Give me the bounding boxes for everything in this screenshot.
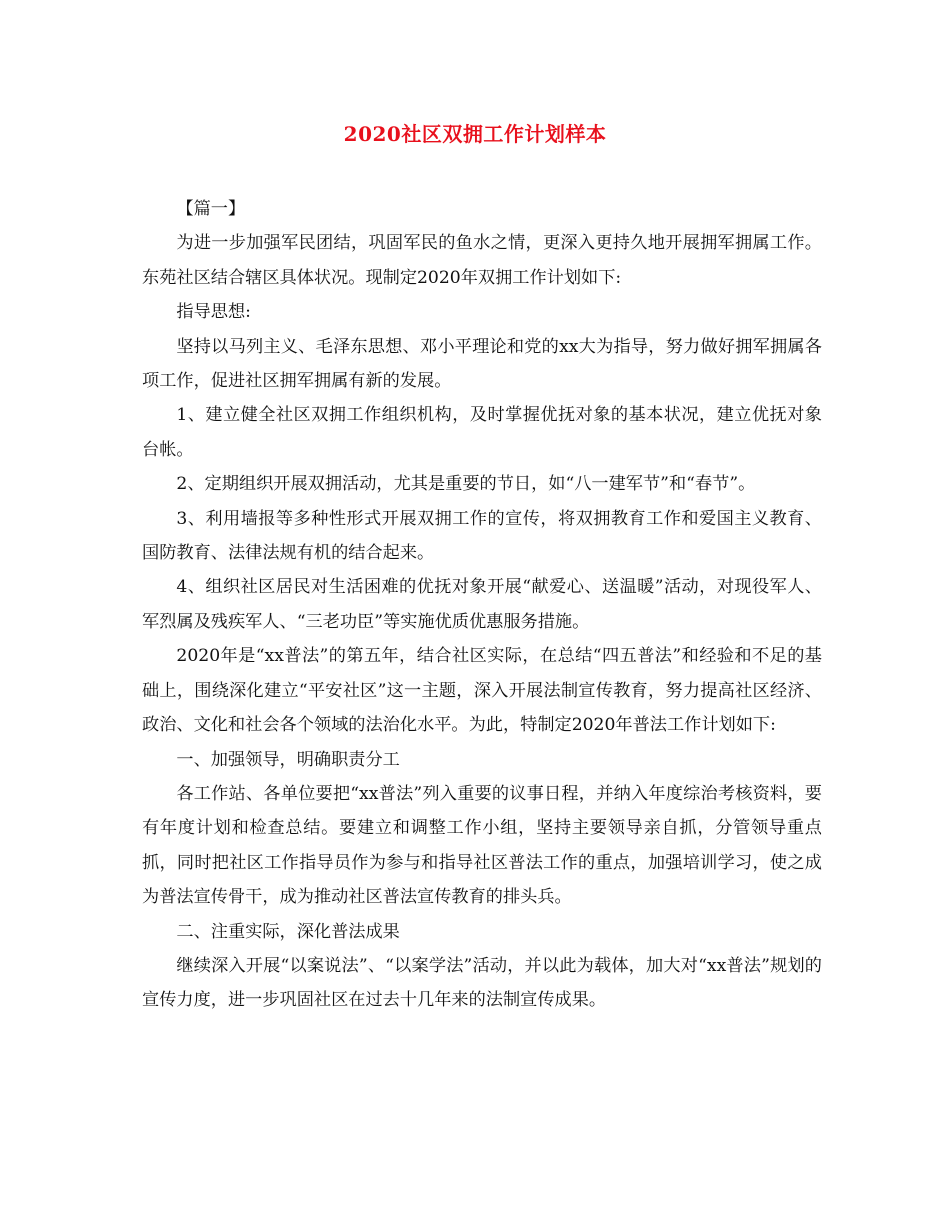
paragraph: 指导思想: [176,302,251,323]
paragraph: 4、组织社区居民对生活困难的优抚对象开展“献爱心、送温暖”活动，对现役军人、军烈属及残疾军人、“三老功臣”等实施优质优惠服务措施。 [142,577,822,632]
paragraph: 继续深入开展“以案说法”、“以案学法”活动，并以此为载体，加大对“xx普法”规划的宣传力度，进一步巩固社区在过去十几年来的法制宣传成果。 [142,955,822,1011]
paragraph: 3、利用墙报等多种性形式开展双拥工作的宣传，将双拥教育工作和爱国主义教育、国防教育、法律法规有机的结合起来。 [142,508,822,564]
paragraph: 2020年是“xx普法”的第五年，结合社区实际，在总结“四五普法”和经验和不足的基础上，围绕深化建立“平安社区”这一主题，深入开展法制宣传教育，努力提高社区经济、政治、文化和社会各个领域的法治化水平。为此，特制定2020年普法工作计划如下: [142,646,822,736]
paragraph: 【篇一】 [176,199,246,219]
document-body [142,192,822,1018]
document-title: 2020社区双拥工作计划样本 [343,122,607,146]
paragraph: 为进一步加强军民团结，巩固军民的鱼水之情，更深入更持久地开展拥军拥属工作。东苑社区结合辖区具体状况。现制定2020年双拥工作计划如下: [142,233,822,288]
paragraph: 坚持以马列主义、毛泽东思想、邓小平理论和党的xx大为指导，努力做好拥军拥属各项工作，促进社区拥军拥属有新的发展。 [142,336,822,392]
paragraph: 各工作站、各单位要把“xx普法”列入重要的议事日程，并纳入年度综治考核资料，要有年度计划和检查总结。要建立和调整工作小组，坚持主要领导亲自抓，分管领导重点抓，同时把社区工作指导员作为参与和指导社区普法工作的重点，加强培训学习，使之成为普法宣传骨干，成为推动社区普法宣传教育的排头兵。 [142,783,822,908]
paragraph: 1、建立健全社区双拥工作组织机构，及时掌握优抚对象的基本状况，建立优抚对象台帐。 [142,405,822,460]
paragraph: 2、定期组织开展双拥活动，尤其是重要的节日，如“八一建军节”和“春节”。 [176,474,756,495]
section-heading: 一、加强领导，明确职责分工 [176,749,400,770]
section-heading: 二、注重实际，深化普法成果 [176,921,400,942]
